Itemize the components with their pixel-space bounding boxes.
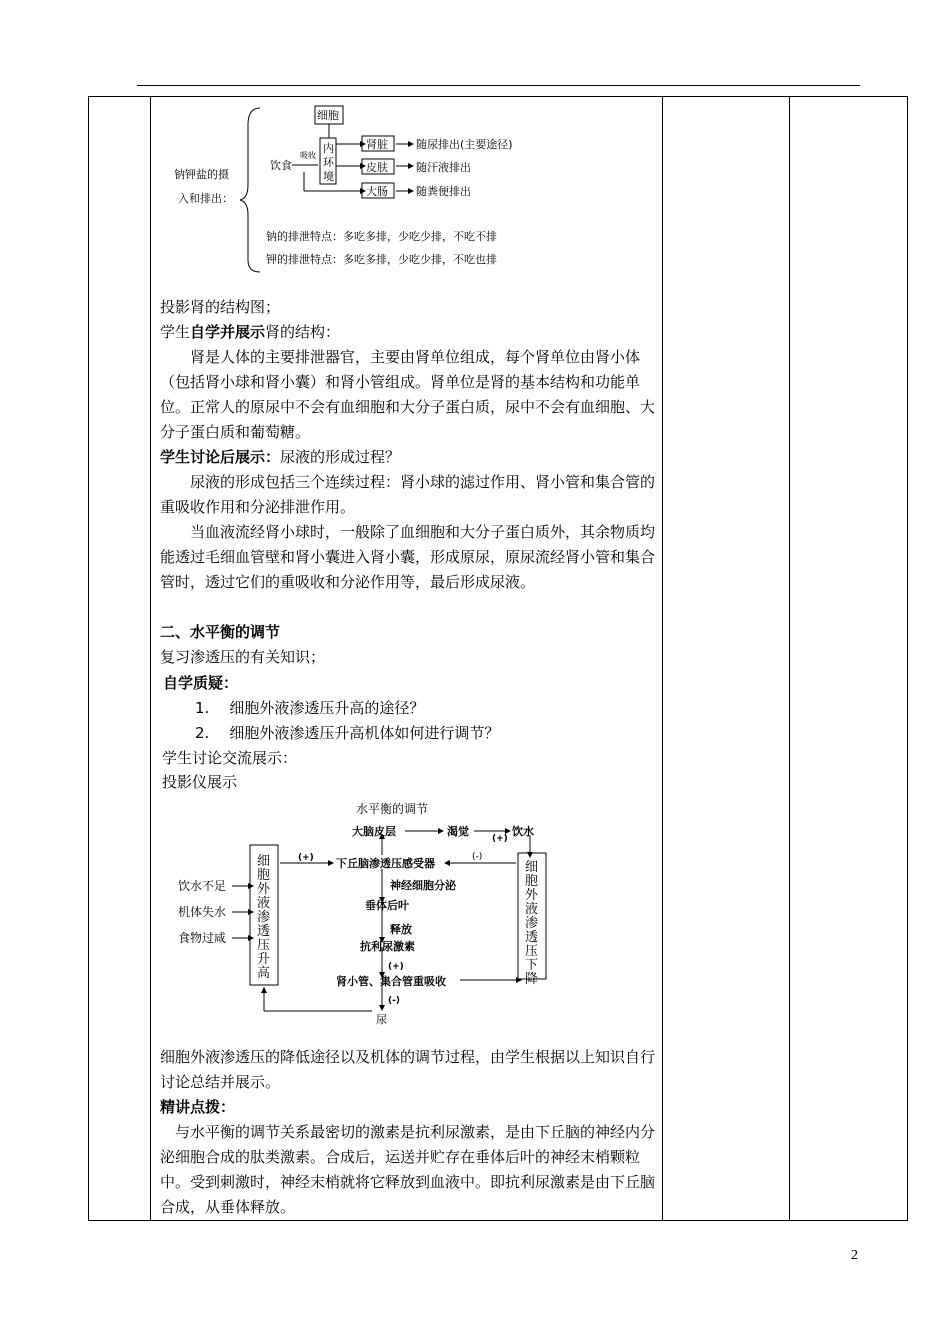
- paragraph: 复习渗透压的有关知识；: [160, 648, 326, 666]
- intake-label: 饮食: [270, 159, 292, 172]
- text-span: 细胞外液渗透压升高的途径？: [229, 699, 425, 717]
- question-item: [195, 721, 691, 746]
- plus-sign: (+): [298, 853, 314, 863]
- right-box-char: 胞: [525, 874, 539, 889]
- left-box-char: 细: [257, 854, 271, 869]
- secrete-label: 神经细胞分泌: [390, 879, 456, 892]
- subheading: 精讲点拨：: [160, 1098, 236, 1116]
- cause-label: 饮水不足: [178, 879, 227, 893]
- paragraph: 与水平衡的调节关系最密切的激素是抗利尿激素，是由下丘脑的神经内分泌细胞合成的肽类激素。合成后，运送并贮存在垂体后叶的神经末梢颗粒中。受到刺激时，神经末梢就将它释放到血液中。即抗利尿激素是由下丘脑合成，从垂体释放。: [160, 1123, 656, 1216]
- column-divider: [789, 97, 790, 1220]
- left-box-char: 外: [257, 882, 271, 897]
- sodium-rule: 钠的排泄特点：多吃多排，少吃少排，不吃不排: [266, 230, 497, 243]
- inner-env-label: 环: [323, 156, 334, 169]
- right-box-char: 细: [525, 860, 539, 875]
- text-span: 2.: [195, 724, 210, 742]
- right-box-char: 外: [525, 888, 539, 903]
- minus-sign: (-): [472, 852, 483, 862]
- paragraph: 尿液的形成包括三个连续过程：肾小球的滤过作用、肾小管和集合管的重吸收作用和分泌排泄作用。: [160, 473, 656, 516]
- paragraph: 学生讨论交流展示：: [162, 749, 298, 767]
- tubule-label: 肾小管、集合管重吸收: [336, 975, 446, 988]
- paragraph: 细胞外液渗透压的降低途径以及机体的调节过程，由学生根据以上知识自行讨论总结并展示。: [160, 1048, 656, 1091]
- excretion-route: 随汗液排出: [416, 161, 471, 174]
- text-span: 学并展示: [205, 323, 266, 341]
- left-box-char: 透: [257, 924, 271, 939]
- left-box-char: 胞: [257, 868, 271, 883]
- text-span: 自: [190, 323, 206, 341]
- release-label: 释放: [390, 923, 412, 936]
- water-balance-diagram: [160, 797, 580, 1027]
- cause-label: 机体失水: [178, 905, 227, 919]
- plus-sign: (+): [492, 834, 508, 844]
- minus-sign: (-): [388, 996, 400, 1006]
- drink-label: 饮水: [512, 825, 534, 838]
- paragraph: [160, 320, 656, 345]
- right-box-char: 压: [525, 944, 539, 959]
- right-box-char: 下: [525, 958, 539, 973]
- salt-side-label: 入和排出：: [178, 192, 233, 205]
- section-heading: 二、水平衡的调节: [160, 623, 281, 641]
- left-box-char: 升: [257, 952, 271, 967]
- thirst-label: 渴觉: [447, 825, 469, 838]
- adh-label: 抗利尿激素: [360, 940, 415, 953]
- inner-env-label: 内: [323, 142, 334, 155]
- right-box-char: 透: [525, 930, 539, 945]
- text-span: 尿液的形成过程？: [280, 448, 401, 466]
- cell-box-label: 细胞: [317, 109, 339, 122]
- urine-label: 尿: [376, 1013, 387, 1026]
- potassium-rule: 钾的排泄特点：多吃多排，少吃少排，不吃也排: [266, 253, 497, 266]
- water-diagram-title: 水平衡的调节: [356, 802, 429, 816]
- left-box-char: 高: [257, 966, 271, 981]
- text-span: 学生讨论后展示：: [160, 448, 281, 466]
- left-box-char: 液: [257, 896, 271, 911]
- column-divider: [150, 97, 151, 1220]
- paragraph: 肾是人体的主要排泄器官，主要由肾单位组成，每个肾单位由肾小体（包括肾小球和肾小囊）和肾小管组成。肾单位是肾的基本结构和功能单位。正常人的原尿中不会有血细胞和大分子蛋白质，尿中不会有血细胞、大分子蛋白质和葡萄糖。: [160, 348, 656, 441]
- paragraph: 投影仪展示: [162, 773, 238, 791]
- header-rule: [137, 85, 860, 86]
- organ-label: 大肠: [366, 185, 388, 198]
- cortex-label: 大脑皮层: [352, 825, 396, 838]
- excretion-route: 随尿排出(主要途径): [416, 138, 513, 151]
- plus-sign: (+): [388, 962, 404, 972]
- left-box-char: 渗: [257, 910, 271, 925]
- question-item: [195, 696, 691, 721]
- organ-label: 肾脏: [366, 138, 388, 151]
- organ-label: 皮肤: [366, 161, 388, 174]
- right-box-char: 液: [525, 902, 539, 917]
- text-span: 学生: [160, 323, 191, 341]
- right-box-char: 降: [525, 972, 539, 987]
- pituitary-label: 垂体后叶: [365, 899, 409, 912]
- left-box-char: 压: [257, 938, 271, 953]
- subheading: 自学质疑：: [163, 674, 239, 692]
- text-span: 肾的结构：: [265, 323, 341, 341]
- column-divider: [662, 97, 663, 1220]
- cause-label: 食物过咸: [178, 931, 227, 945]
- right-box-char: 渗: [525, 916, 539, 931]
- page-number: 2: [851, 1248, 858, 1263]
- inner-env-label: 境: [323, 170, 334, 183]
- text-span: 细胞外液渗透压升高机体如何进行调节？: [229, 724, 500, 742]
- salt-excretion-diagram: [160, 100, 560, 280]
- excretion-route: 随粪便排出: [416, 185, 471, 198]
- receptor-label: 下丘脑渗透压感受器: [336, 857, 435, 870]
- paragraph: 当血液流经肾小球时，一般除了血细胞和大分子蛋白质外，其余物质均能透过毛细血管壁和肾小囊进入肾小囊，形成原尿，原尿流经肾小管和集合管时，透过它们的重吸收和分泌作用等，最后形成尿液。: [160, 523, 656, 591]
- salt-side-label: 钠钾盐的摄: [174, 168, 229, 181]
- paragraph: [160, 445, 656, 470]
- paragraph: 投影肾的结构图；: [160, 298, 281, 316]
- absorb-label: 吸收: [300, 151, 316, 160]
- text-span: 1.: [195, 699, 210, 717]
